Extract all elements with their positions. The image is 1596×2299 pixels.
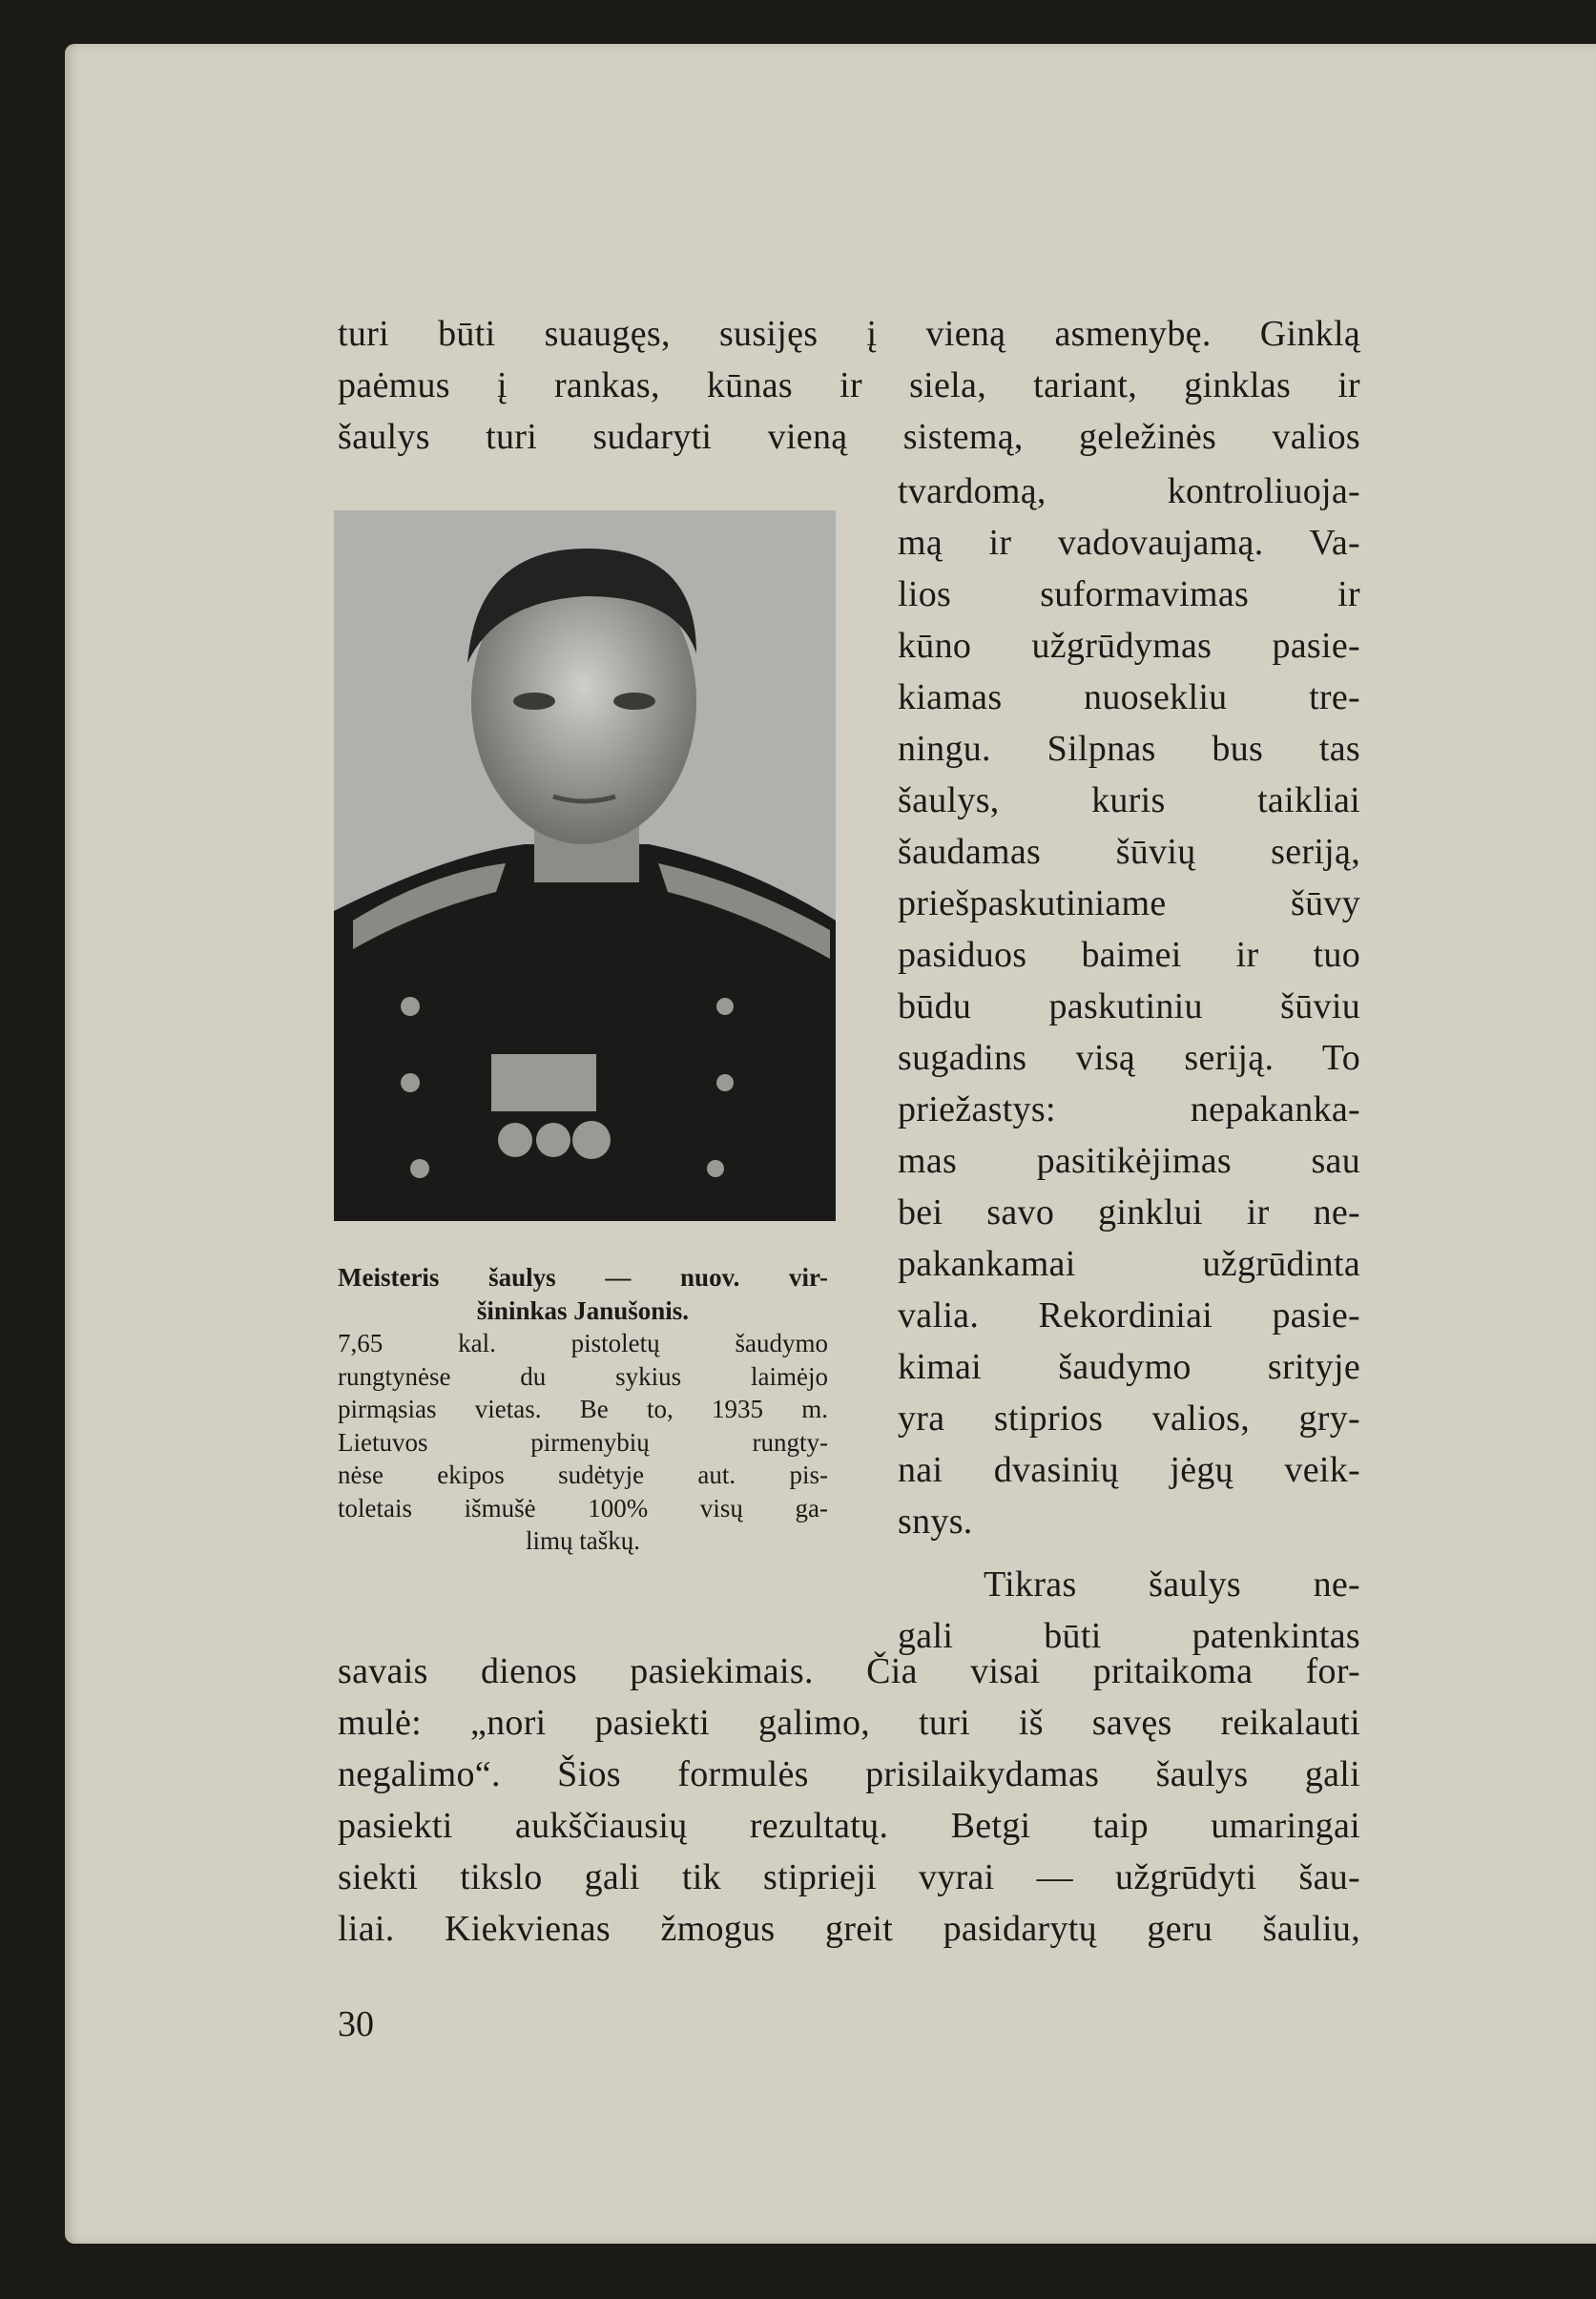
text-line: turi būti suaugęs, susijęs į vieną asmenybę. Ginklą	[338, 314, 1360, 354]
text-line: liai. Kiekvienas žmogus greit pasidarytų geru šauliu,	[338, 1909, 1360, 1949]
text-line: siekti tikslo gali tik stiprieji vyrai — užgrūdyti šau-	[338, 1857, 1360, 1897]
text-block-right-column	[898, 466, 1360, 1662]
text-line: yra stiprios valios, gry-	[898, 1398, 1360, 1439]
caption-line: Lietuvos pirmenybių rungty-	[338, 1427, 828, 1457]
caption-title-line: šininkas Janušonis.	[476, 1295, 690, 1325]
text-line: mą ir vadovaujamą. Va-	[898, 523, 1360, 563]
text-line: paėmus į rankas, kūnas ir siela, tariant, ginklas ir	[338, 365, 1360, 405]
caption-line: 7,65 kal. pistoletų šaudymo	[338, 1329, 828, 1357]
text-line: būdu paskutiniu šūviu	[898, 986, 1360, 1026]
text-line: negalimo“. Šios formulės prisilaikydamas šaulys gali	[338, 1754, 1360, 1794]
text-line: ningu. Silpnas bus tas	[898, 729, 1360, 769]
caption-line: toletais išmušė 100% visų ga-	[338, 1493, 828, 1522]
text-line: lios suformavimas ir	[898, 574, 1360, 614]
caption-line: limų taškų.	[526, 1526, 640, 1555]
text-line: šaulys turi sudaryti vieną sistemą, geležinės valios	[338, 417, 1360, 457]
text-line: kūno užgrūdymas pasie-	[898, 626, 1360, 666]
text-line: mulė: „nori pasiekti galimo, turi iš savęs reikalauti	[338, 1703, 1360, 1743]
text-line: pasiduos baimei ir tuo	[898, 935, 1360, 975]
text-line: savais dienos pasiekimais. Čia visai pritaikoma for-	[338, 1651, 1360, 1691]
text-line: priešpaskutiniame šūvy	[898, 883, 1360, 923]
portrait-image	[334, 510, 836, 1221]
text-line: bei savo ginklui ir ne-	[898, 1192, 1360, 1232]
text-block-top	[338, 308, 1360, 463]
text-line: kiamas nuosekliu tre-	[898, 677, 1360, 717]
portrait-photo	[334, 510, 836, 1221]
text-line: šaudamas šūvių seriją,	[898, 832, 1360, 872]
text-block-bottom	[338, 1646, 1360, 1955]
text-line: kimai šaudymo srityje	[898, 1347, 1360, 1387]
caption-line: rungtynėse du sykius laimėjo	[338, 1361, 828, 1391]
text-line: sugadins visą seriją. To	[898, 1038, 1360, 1078]
text-line: priežastys: nepakanka-	[898, 1089, 1360, 1129]
text-line: pasiekti aukščiausių rezultatų. Betgi taip umaringai	[338, 1806, 1360, 1846]
text-line: gali būti patenkintas	[898, 1616, 1360, 1656]
caption-line: nėse ekipos sudėtyje aut. pis-	[338, 1460, 828, 1489]
text-line: valia. Rekordiniai pasie-	[898, 1295, 1360, 1336]
caption-title-line: Meisteris šaulys — nuov. vir-	[338, 1263, 828, 1292]
text-line: snys.	[898, 1502, 973, 1542]
text-line: pakankamai užgrūdinta	[898, 1244, 1360, 1284]
photo-caption	[338, 1261, 828, 1558]
caption-line: pirmąsias vietas. Be to, 1935 m.	[338, 1395, 828, 1423]
text-line: Tikras šaulys ne-	[984, 1564, 1360, 1605]
text-line: šaulys, kuris taikliai	[898, 780, 1360, 820]
text-line: mas pasitikėjimas sau	[898, 1141, 1360, 1181]
page-number: 30	[338, 2004, 374, 2044]
text-line: tvardomą, kontroliuoja-	[898, 471, 1360, 511]
text-line: nai dvasinių jėgų veik-	[898, 1450, 1360, 1490]
